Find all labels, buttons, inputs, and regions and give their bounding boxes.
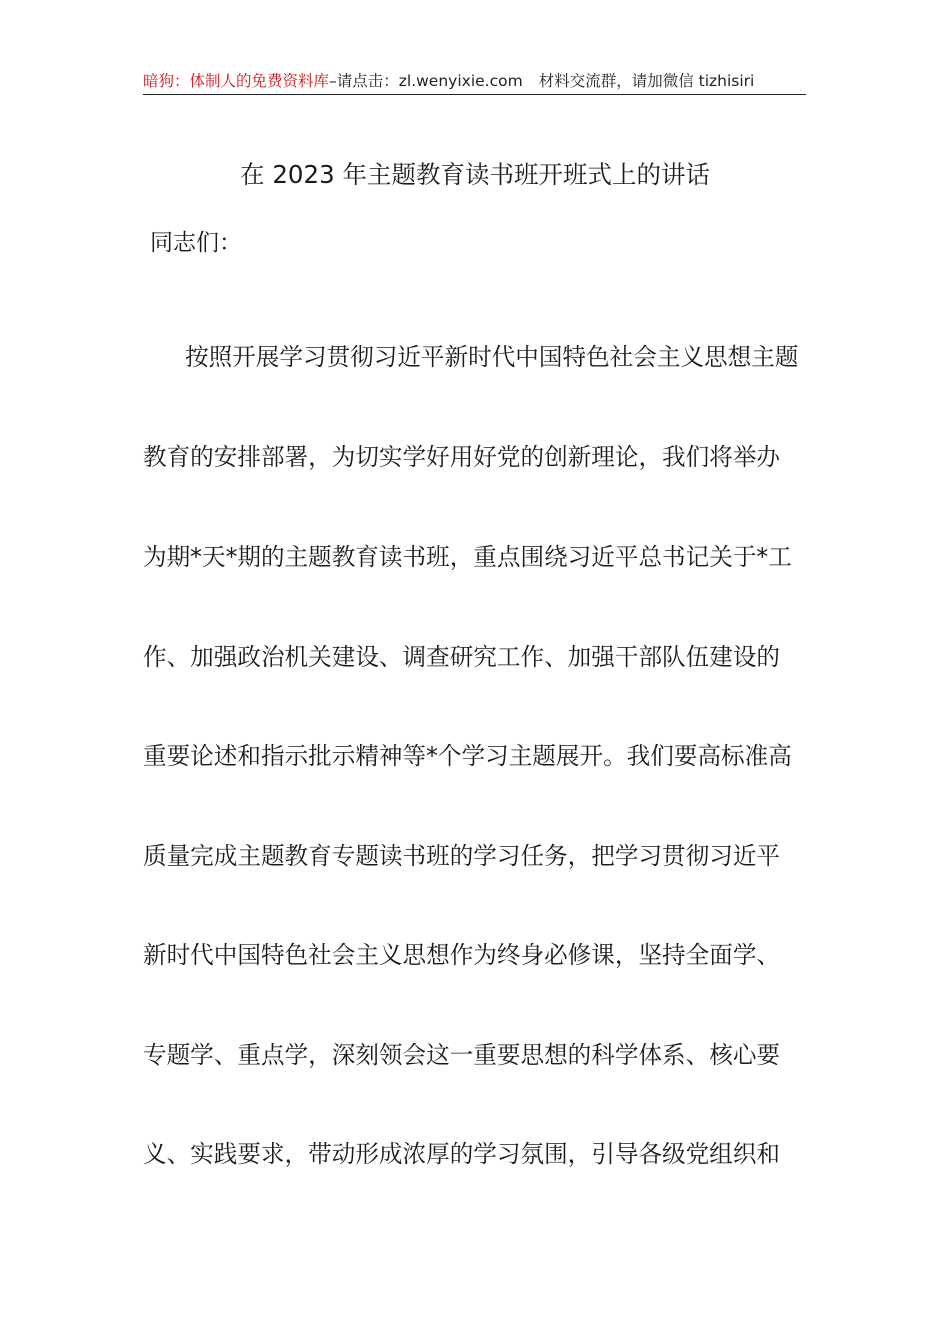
document-title: 在 2023 年主题教育读书班开班式上的讲话 xyxy=(240,160,710,189)
body-line: 义、实践要求，带动形成浓厚的学习氛围，引导各级党组织和 xyxy=(143,1140,781,1168)
page-header xyxy=(143,68,806,95)
body-line: 新时代中国特色社会主义思想作为终身必修课，坚持全面学、 xyxy=(143,941,781,969)
header-click-link[interactable]: –请点击：zl.wenyixie.com xyxy=(329,72,523,90)
header-brand: 暗狗：体制人的免费资料库 xyxy=(143,72,330,90)
body-line: 按照开展学习贯彻习近平新时代中国特色社会主义思想主题 xyxy=(185,343,799,371)
body-line: 为期*天*期的主题教育读书班，重点围绕习近平总书记关于*工 xyxy=(143,543,792,571)
body-line: 专题学、重点学，深刻领会这一重要思想的科学体系、核心要 xyxy=(143,1041,781,1069)
header-group-text: 材料交流群，请加微信 tizhisiri xyxy=(538,72,755,90)
body-line: 重要论述和指示批示精神等*个学习主题展开。我们要高标准高 xyxy=(143,742,792,770)
body-line: 作、加强政治机关建设、调查研究工作、加强干部队伍建设的 xyxy=(143,643,781,671)
greeting: 同志们： xyxy=(150,230,242,256)
body-line: 质量完成主题教育专题读书班的学习任务，把学习贯彻习近平 xyxy=(143,842,781,870)
body-line: 教育的安排部署，为切实学好用好党的创新理论，我们将举办 xyxy=(143,443,781,471)
